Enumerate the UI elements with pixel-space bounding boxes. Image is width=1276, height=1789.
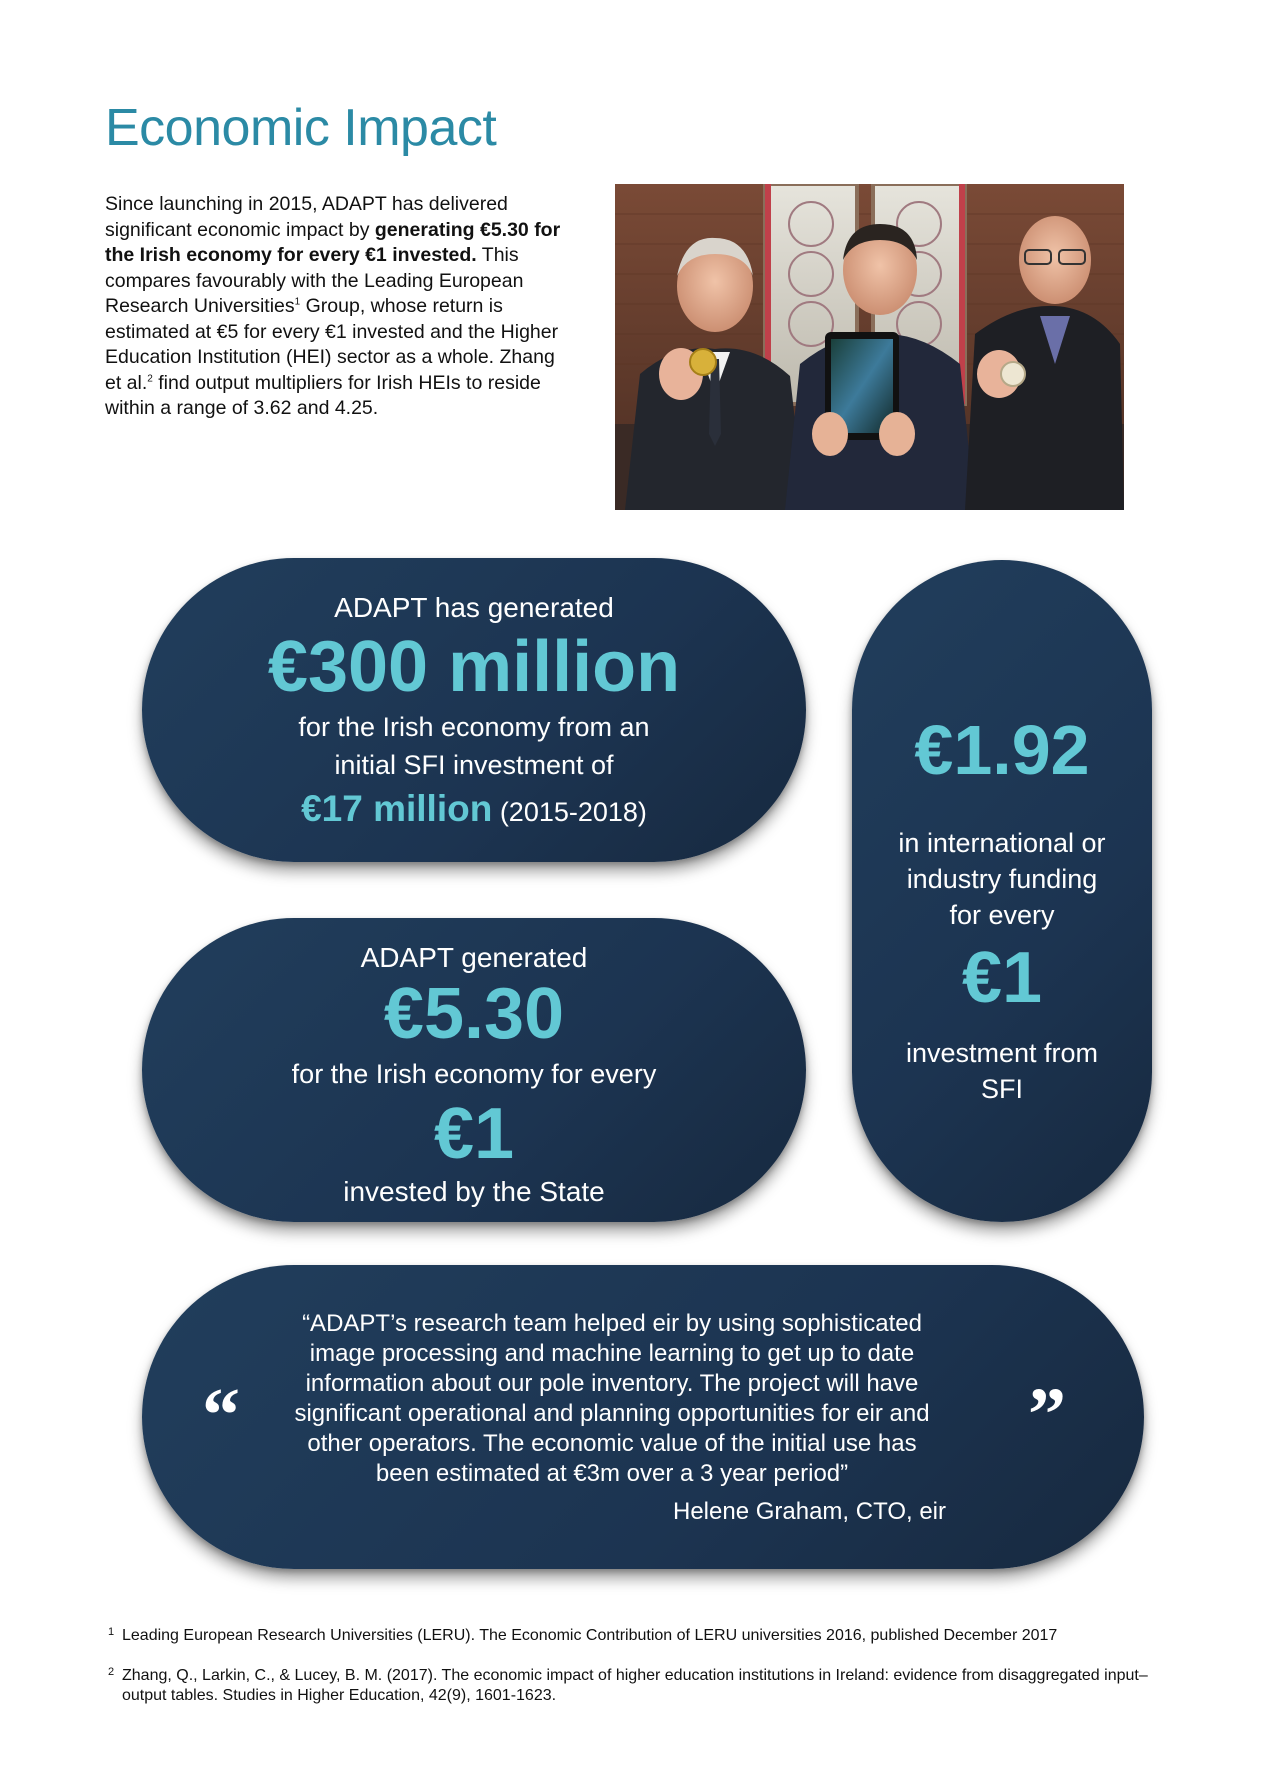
intro-mid: This compares favourably with the Leading European Research Universities (105, 244, 524, 317)
event-photo (615, 184, 1124, 510)
stat-300-line2: for the Irish economy from an (298, 712, 650, 742)
stat-530-line3: invested by the State (343, 1176, 605, 1207)
quote-attribution: Helene Graham, CTO, eir (673, 1498, 946, 1525)
page-title: Economic Impact (105, 99, 497, 157)
footnote-ref-1: 1 (294, 296, 301, 308)
stat-300-intro: ADAPT has generated (334, 592, 614, 623)
quote-text (252, 1309, 972, 1489)
stat-300-amount: €17 million (301, 788, 493, 829)
stat-192-line3: for every (949, 900, 1055, 930)
footnote-number: 2 (108, 1666, 115, 1678)
footnote-text: Leading European Research Universities (LERU). The Economic Contribution of LERU universities 2016, published December 2017 (122, 1627, 1058, 1644)
stat-card-5-30 (142, 918, 806, 1222)
intro-tail: find output multipliers for Irish HEIs to reside within a range of 3.62 and 4.25. (105, 371, 541, 419)
stat-300-line3: initial SFI investment of (334, 750, 614, 780)
footnote-1 (108, 1626, 1168, 1646)
intro-lead: Since launching in 2015, ADAPT has delivered significant economic impact by (105, 193, 508, 241)
footnotes (108, 1626, 1168, 1726)
stat-530-big-value: €5.30 (383, 974, 565, 1054)
footnote-number: 1 (108, 1626, 115, 1638)
stat-300-amount-row (142, 788, 806, 830)
intro-paragraph (105, 192, 575, 422)
stat-192-line2: industry funding (906, 864, 1098, 894)
footnote-text: Zhang, Q., Larkin, C., & Lucey, B. M. (2017). The economic impact of higher education institutions in Ireland: evidence from disaggregated input–output tables. Studies in Higher Education, 42(9), 1601-1623. (122, 1667, 1148, 1704)
quote-line: significant operational and planning opportunities for eir and (294, 1400, 930, 1427)
stat-300-period: (2015-2018) (499, 797, 647, 827)
testimonial-quote-card (142, 1265, 1144, 1569)
stat-192-line5: SFI (980, 1074, 1023, 1104)
quote-line: image processing and machine learning to get up to date (309, 1340, 915, 1367)
footnote-ref-2: 2 (147, 373, 153, 384)
quote-line: information about our pole inventory. The project will have (305, 1370, 919, 1397)
open-quote-mark: “ (202, 1373, 240, 1457)
stat-530-line2: for the Irish economy for every (291, 1059, 657, 1089)
quote-line: “ADAPT’s research team helped eir by using sophisticated (302, 1310, 922, 1337)
intro-bold: generating €5.30 for the Irish economy for every €1 invested. (105, 218, 561, 266)
event-photo-illustration (615, 184, 1124, 510)
stat-192-line1: in international or (898, 828, 1106, 858)
close-quote-mark: ” (1028, 1373, 1066, 1457)
stat-card-300-million (142, 558, 806, 862)
quote-line: been estimated at €3m over a 3 year period” (375, 1460, 849, 1487)
stat-530-big-value-2: €1 (433, 1094, 515, 1174)
footnote-2 (108, 1666, 1168, 1706)
stat-card-1-92 (852, 560, 1152, 1222)
stat-192-line4: investment from (905, 1038, 1099, 1068)
stat-192-big-value-2: €1 (961, 938, 1043, 1018)
stat-192-big-value: €1.92 (914, 711, 1090, 789)
stat-530-intro: ADAPT generated (360, 942, 588, 973)
stat-300-big-value: €300 million (267, 627, 681, 707)
quote-line: other operators. The economic value of the initial use has (307, 1430, 917, 1457)
intro-mid2: Group, whose return is estimated at €5 for every €1 invested and the Higher Education Institution (HEI) sector as a whole. Zhang et al. (105, 295, 559, 394)
